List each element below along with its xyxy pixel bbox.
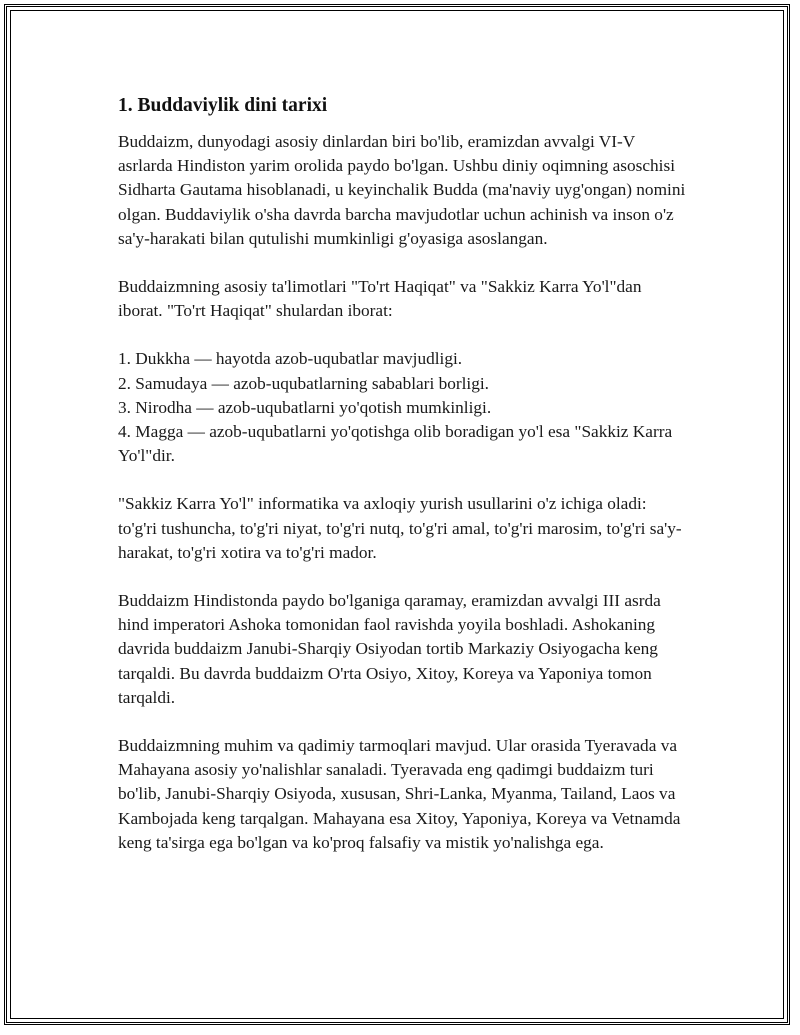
paragraph-teachings: Buddaizmning asosiy ta'limotlari "To'rt Haqiqat" va "Sakkiz Karra Yo'l"dan iborat. "To'rt Haqiqat" shulardan iborat: — [118, 277, 642, 321]
paragraph-eightfold-path: "Sakkiz Karra Yo'l" informatika va axloqiy yurish usullarini o'z ichiga oladi: to'g'ri tushuncha, to'g'ri niyat, to'g'ri nutq, to'g'ri amal, to'g'ri marosim, to'g'ri sa'y-harakat, to'g'ri xotira va to'g'ri mador. — [118, 494, 682, 562]
list-item: 2. Samudaya — azob-uqubatlarning sabablari borligi. — [118, 373, 489, 393]
four-truths-list — [118, 347, 688, 468]
paragraph-intro: Buddaizm, dunyodagi asosiy dinlardan biri bo'lib, eramizdan avvalgi VI-V asrlarda Hindiston yarim orolida paydo bo'lgan. Ushbu diniy oqimning asoschisi Sidharta Gautama hisoblanadi, u keyinchalik Budda (ma'naviy uyg'ongan) nomini olgan. Buddaviylik o'sha davrda barcha mavjudotlar uchun achinish va inson o'z sa'y-harakati bilan qutulishi mumkinligi g'oyasiga asoslangan. — [118, 132, 686, 248]
paragraph-spread: Buddaizm Hindistonda paydo bo'lganiga qaramay, eramizdan avvalgi III asrda hind imperatori Ashoka tomonidan faol ravishda yoyila boshladi. Ashokaning davrida buddaizm Janubi-Sharqiy Osiyodan tortib Markaziy Osiyogacha keng tarqaldi. Bu davrda buddaizm O'rta Osiyo, Xitoy, Koreya va Yaponiya tomon tarqaldi. — [118, 591, 661, 707]
document-title: 1. Buddaviylik dini tarixi — [118, 95, 328, 116]
list-item: 4. Magga — azob-uqubatlarni yo'qotishga olib boradigan yo'l esa "Sakkiz Karra Yo'l"dir. — [118, 422, 673, 466]
list-item: 1. Dukkha — hayotda azob-uqubatlar mavjudligi. — [118, 349, 463, 369]
paragraph-branches: Buddaizmning muhim va qadimiy tarmoqlari mavjud. Ular orasida Tyeravada va Mahayana asosiy yo'nalishlar sanaladi. Tyeravada eng qadimgi buddaizm turi bo'lib, Janubi-Sharqiy Osiyoda, xususan, Shri-Lanka, Myanma, Tailand, Laos va Kambojada keng tarqalgan. Mahayana esa Xitoy, Yaponiya, Koreya va Vetnamda keng ta'sirga ega bo'lgan va ko'proq falsafiy va mistik yo'nalishga ega. — [118, 736, 681, 852]
document-body — [118, 94, 688, 879]
list-item: 3. Nirodha — azob-uqubatlarni yo'qotish mumkinligi. — [118, 397, 492, 417]
